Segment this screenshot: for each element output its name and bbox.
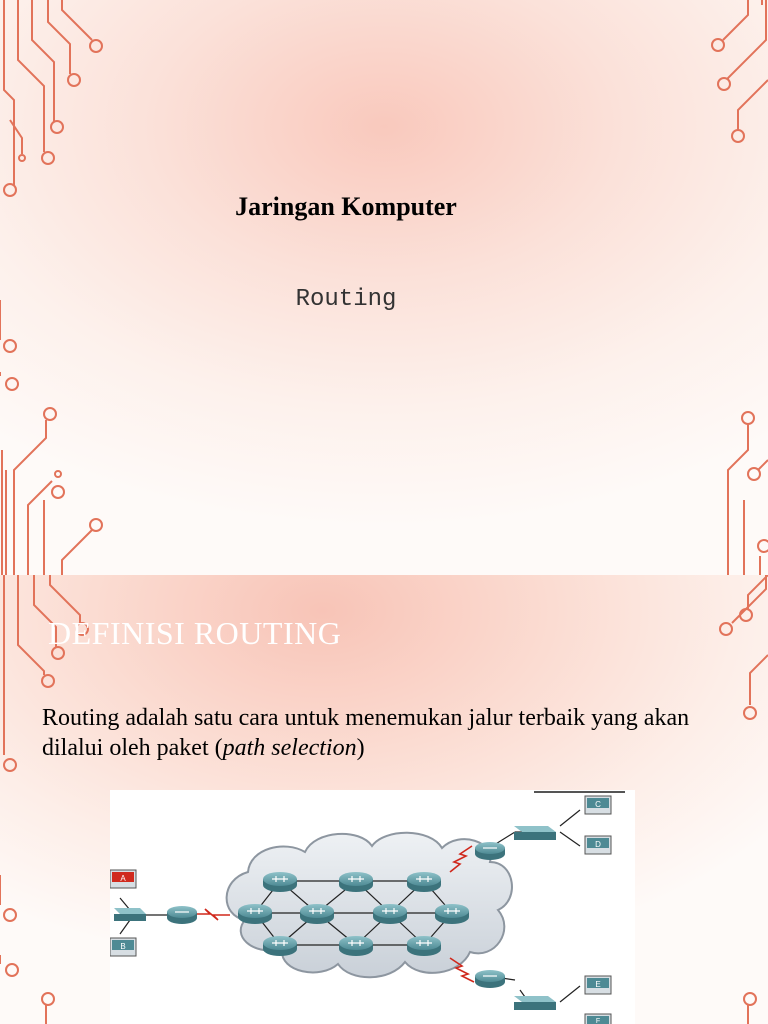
host-c-label: C: [595, 800, 601, 809]
network-diagram-svg: [110, 790, 635, 1024]
router-icon: [238, 904, 272, 924]
edge-router-left-icon: [167, 906, 197, 924]
circuit-decoration-right: [688, 0, 768, 575]
definition-term: path selection: [222, 735, 357, 761]
routing-network-diagram: [110, 790, 635, 1024]
switch-icon: [514, 996, 556, 1010]
switch-icon: [514, 826, 556, 840]
circuit-decoration-right-2: [688, 575, 768, 1024]
host-a-label: A: [120, 874, 126, 883]
host-c: [585, 796, 611, 814]
definition-text: Routing adalah satu cara untuk menemukan jalur terbaik yang akan dilalui oleh paket (: [42, 705, 690, 761]
host-e: [585, 976, 611, 994]
router-icon: [373, 904, 407, 924]
definition-slide: [0, 575, 768, 1024]
router-icon: [407, 936, 441, 956]
host-d: [585, 836, 611, 854]
host-f: [585, 1014, 611, 1024]
network-cloud: [227, 833, 512, 978]
definition-text-end: ): [356, 735, 365, 761]
host-f-label: F: [595, 1018, 601, 1024]
definition-paragraph: [42, 703, 742, 763]
router-icon: [339, 872, 373, 892]
host-d-label: D: [595, 840, 601, 849]
host-a: [110, 870, 136, 888]
host-b: [110, 938, 136, 956]
router-icon: [435, 904, 469, 924]
router-icon: [263, 936, 297, 956]
slide-heading: DEFINISI ROUTING: [48, 615, 342, 651]
router-icon: [339, 936, 373, 956]
router-icon: [263, 872, 297, 892]
host-e-label: E: [595, 980, 601, 989]
edge-router-bottom-right-icon: [475, 970, 505, 988]
edge-router-top-right-icon: [475, 842, 505, 860]
router-icon: [407, 872, 441, 892]
slide-title: Jaringan Komputer: [235, 192, 457, 221]
slide-subtitle: Routing: [295, 286, 397, 313]
host-b-label: B: [120, 942, 126, 951]
switch-icon: [114, 908, 146, 921]
router-icon: [300, 904, 334, 924]
